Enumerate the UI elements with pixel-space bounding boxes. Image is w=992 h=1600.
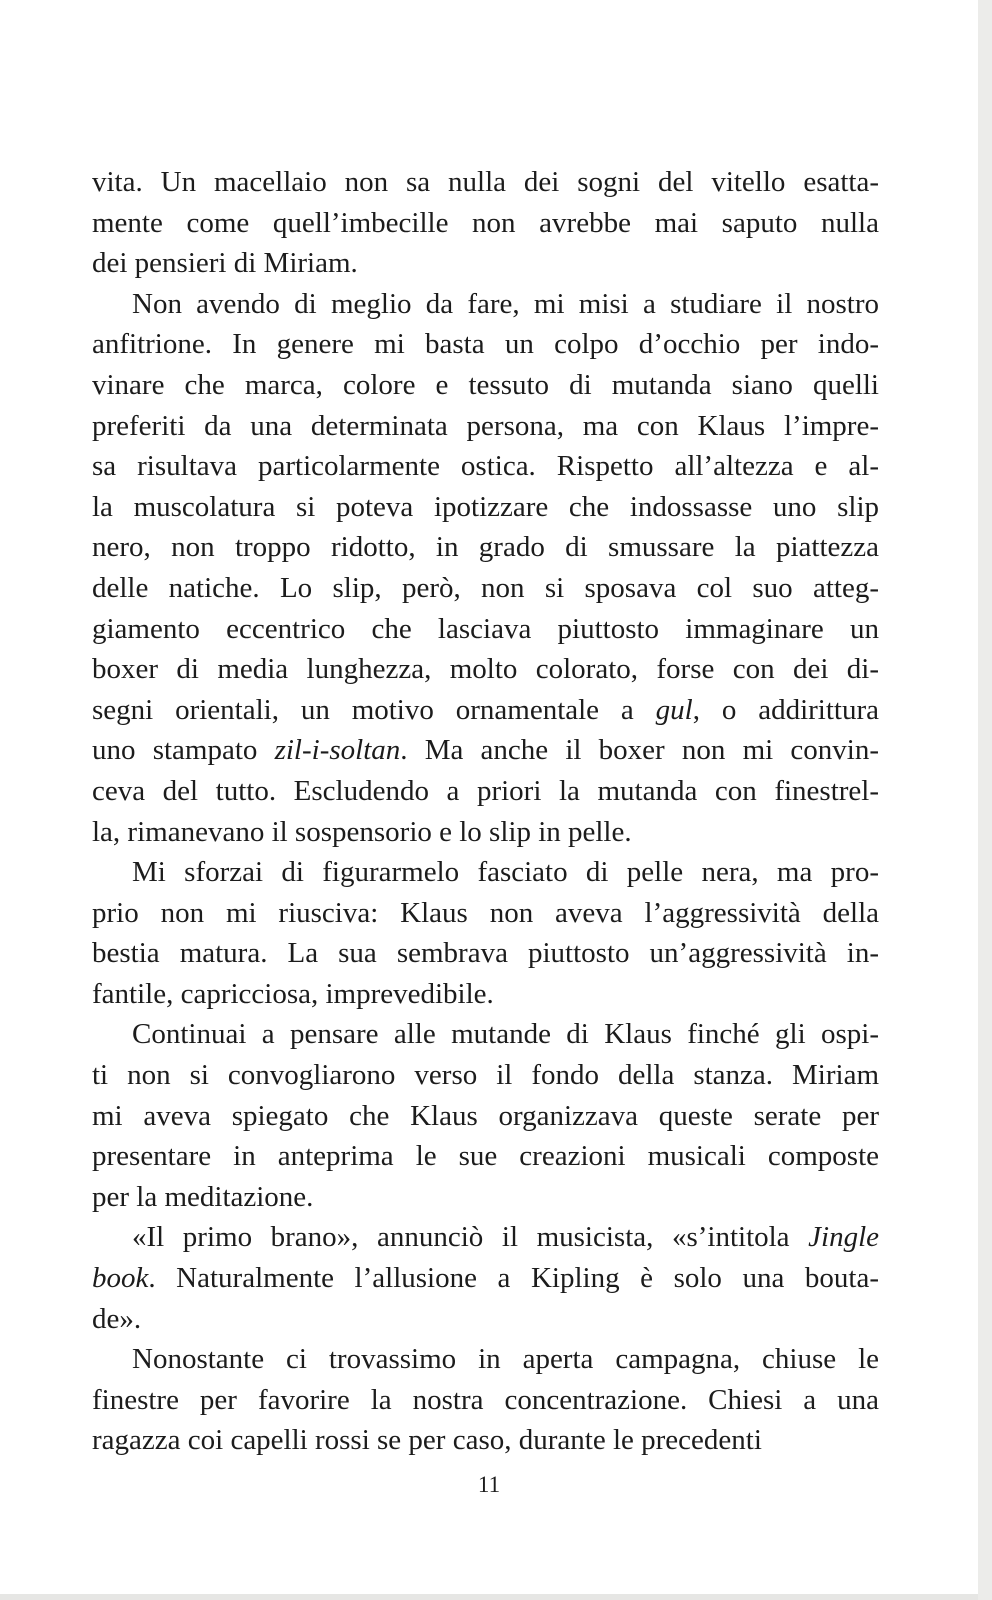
text-line: boxer di media lunghezza, molto colorato, forse con dei di- bbox=[92, 653, 879, 686]
text-line: preferiti da una determinata persona, ma con Klaus l’impre- bbox=[92, 409, 879, 442]
text-line: segni orientali, un motivo ornamentale a gul, o addirittura bbox=[92, 693, 879, 726]
text-line: finestre per favorire la nostra concentrazione. Chiesi a una bbox=[92, 1383, 879, 1416]
text-line: ragazza coi capelli rossi se per caso, durante le precedenti bbox=[92, 1424, 762, 1457]
text-line: per la meditazione. bbox=[92, 1180, 314, 1213]
text-line: ceva del tutto. Escludendo a priori la mutanda con finestrel- bbox=[92, 774, 879, 807]
text-line: prio non mi riusciva: Klaus non aveva l’aggressività della bbox=[92, 896, 879, 929]
text-line: Nonostante ci trovassimo in aperta campagna, chiuse le bbox=[132, 1343, 879, 1376]
text-line: delle natiche. Lo slip, però, non si sposava col suo atteg- bbox=[92, 571, 879, 604]
text-line: vita. Un macellaio non sa nulla dei sogni del vitello esatta- bbox=[92, 166, 879, 198]
text-line: presentare in anteprima le sue creazioni musicali composte bbox=[92, 1140, 879, 1173]
body-text bbox=[92, 162, 879, 1461]
text-line: ti non si convogliarono verso il fondo della stanza. Miriam bbox=[92, 1059, 879, 1092]
text-line: giamento eccentrico che lasciava piuttosto immaginare un bbox=[92, 612, 879, 645]
text-line: dei pensieri di Miriam. bbox=[92, 247, 358, 280]
text-line: Non avendo di meglio da fare, mi misi a studiare il nostro bbox=[132, 287, 879, 320]
text-line: Continuai a pensare alle mutande di Klaus finché gli ospi- bbox=[132, 1018, 879, 1051]
text-line: Mi sforzai di figurarmelo fasciato di pelle nera, ma pro- bbox=[132, 856, 879, 889]
text-line: nero, non troppo ridotto, in grado di smussare la piattezza bbox=[92, 531, 879, 564]
text-line: sa risultava particolarmente ostica. Rispetto all’altezza e al- bbox=[92, 450, 879, 483]
text-line: «Il primo brano», annunciò il musicista, «s’intitola Jingle bbox=[132, 1221, 879, 1254]
text-line: mente come quell’imbecille non avrebbe mai saputo nulla bbox=[92, 206, 879, 239]
text-line: anfitrione. In genere mi basta un colpo d’occhio per indo- bbox=[92, 328, 879, 361]
text-line: la muscolatura si poteva ipotizzare che indossasse uno slip bbox=[92, 490, 879, 523]
page-number: 11 bbox=[477, 1472, 501, 1497]
text-line: la, rimanevano il sospensorio e lo slip in pelle. bbox=[92, 815, 632, 848]
text-line: bestia matura. La sua sembrava piuttosto un’aggressività in- bbox=[92, 937, 879, 970]
page-bottom-edge bbox=[0, 1594, 978, 1600]
text-line: de». bbox=[92, 1302, 142, 1335]
text-line: mi aveva spiegato che Klaus organizzava queste serate per bbox=[92, 1099, 879, 1132]
text-line: uno stampato zil-i-soltan. Ma anche il boxer non mi convin- bbox=[92, 734, 879, 767]
text-line: fantile, capricciosa, imprevedibile. bbox=[92, 977, 494, 1010]
text-line: vinare che marca, colore e tessuto di mutanda siano quelli bbox=[92, 368, 879, 401]
text-line: book. Naturalmente l’allusione a Kipling è solo una bouta- bbox=[92, 1262, 879, 1295]
